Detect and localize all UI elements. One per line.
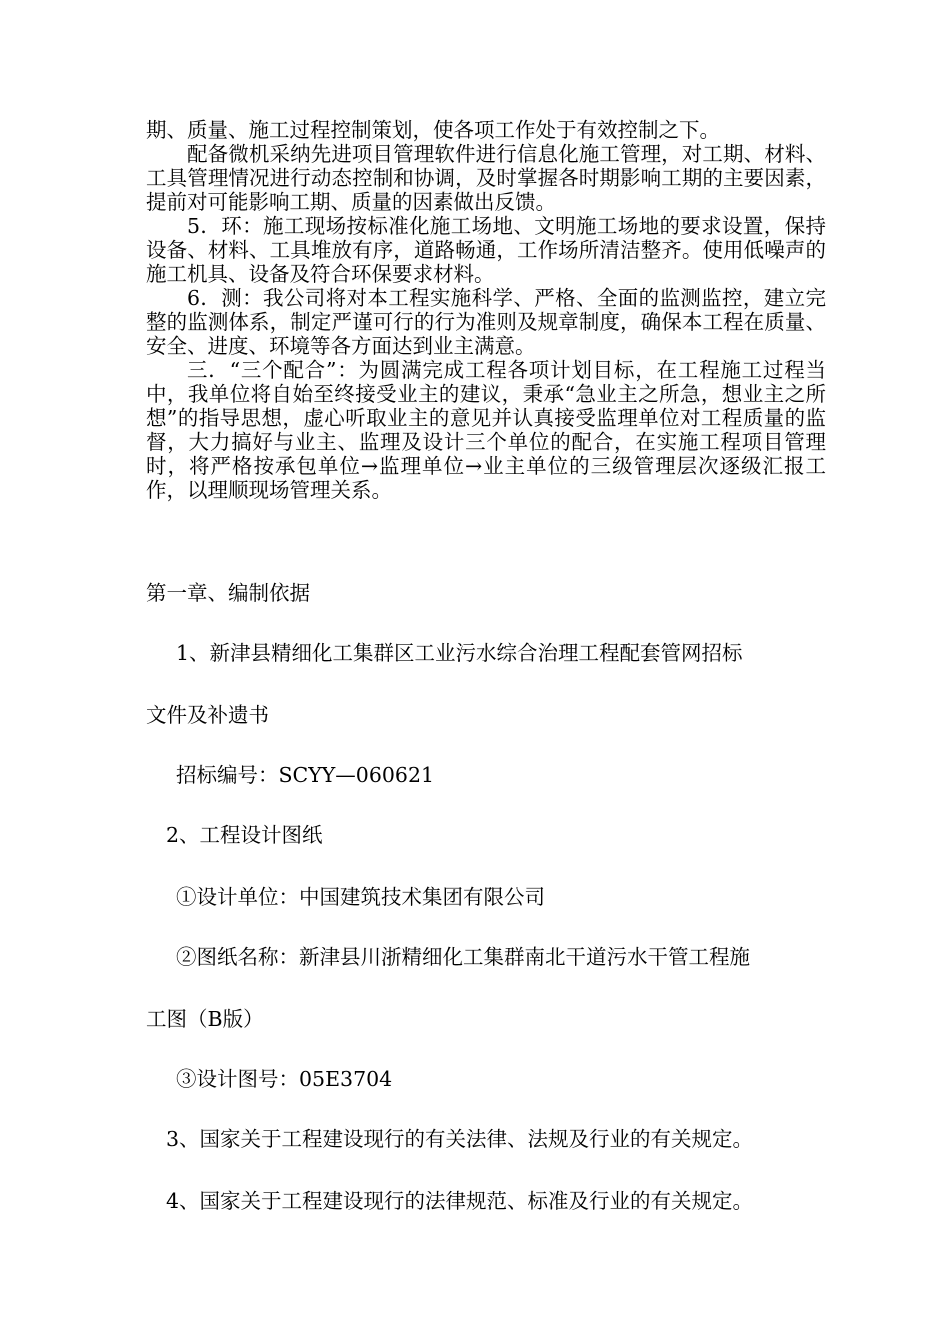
paragraph-three-cooperations: 三．“三个配合”：为圆满完成工程各项计划目标，在工程施工过程当中，我单位将自始至终接受业主的建议，秉承“急业主之所急，想业主之所想”的指导思想，虚心听取业主的意见并认真接受监理单位对工程质量的监督，大力搞好与业主、监理及设计三个单位的配合，在实施工程项目管理时，将严格按承包单位→监理单位→业主单位的三级管理层次逐级汇报工作，以理顺现场管理关系。 <box>146 358 826 502</box>
basis-item-4: 4、国家关于工程建设现行的法律规范、标准及行业的有关规定。 <box>166 1189 754 1213</box>
drawing-name-line-2: 工图（B版） <box>146 1007 264 1031</box>
basis-item-1-line-1: 1、新津县精细化工集群区工业污水综合治理工程配套管网招标 <box>176 641 743 665</box>
body-text-block <box>146 118 826 502</box>
paragraph-monitoring: 6．测：我公司将对本工程实施科学、严格、全面的监测监控，建立完整的监测体系，制定严谨可行的行为准则及规章制度，确保本工程在质量、安全、进度、环境等各方面达到业主满意。 <box>146 286 826 358</box>
paragraph-continuation: 期、质量、施工过程控制策划，使各项工作处于有效控制之下。 <box>146 118 720 142</box>
design-unit: ①设计单位：中国建筑技术集团有限公司 <box>176 885 545 909</box>
basis-item-3: 3、国家关于工程建设现行的有关法律、法规及行业的有关规定。 <box>166 1127 754 1151</box>
basis-item-1-line-2: 文件及补遗书 <box>146 703 269 727</box>
tender-number: 招标编号：SCYY—060621 <box>176 763 435 787</box>
paragraph-environment: 5．环：施工现场按标准化施工场地、文明施工场地的要求设置，保持设备、材料、工具堆放有序，道路畅通，工作场所清洁整齐。使用低噪声的施工机具、设备及符合环保要求材料。 <box>146 214 826 286</box>
drawing-number: ③设计图号：05E3704 <box>176 1067 393 1091</box>
basis-item-2: 2、工程设计图纸 <box>166 823 323 847</box>
paragraph-computer-management: 配备微机采纳先进项目管理软件进行信息化施工管理，对工期、材料、工具管理情况进行动态控制和协调，及时掌握各时期影响工期的主要因素，提前对可能影响工期、质量的因素做出反馈。 <box>146 142 826 214</box>
chapter-title: 第一章、编制依据 <box>146 581 310 605</box>
drawing-name-line-1: ②图纸名称：新津县川浙精细化工集群南北干道污水干管工程施 <box>176 945 750 969</box>
